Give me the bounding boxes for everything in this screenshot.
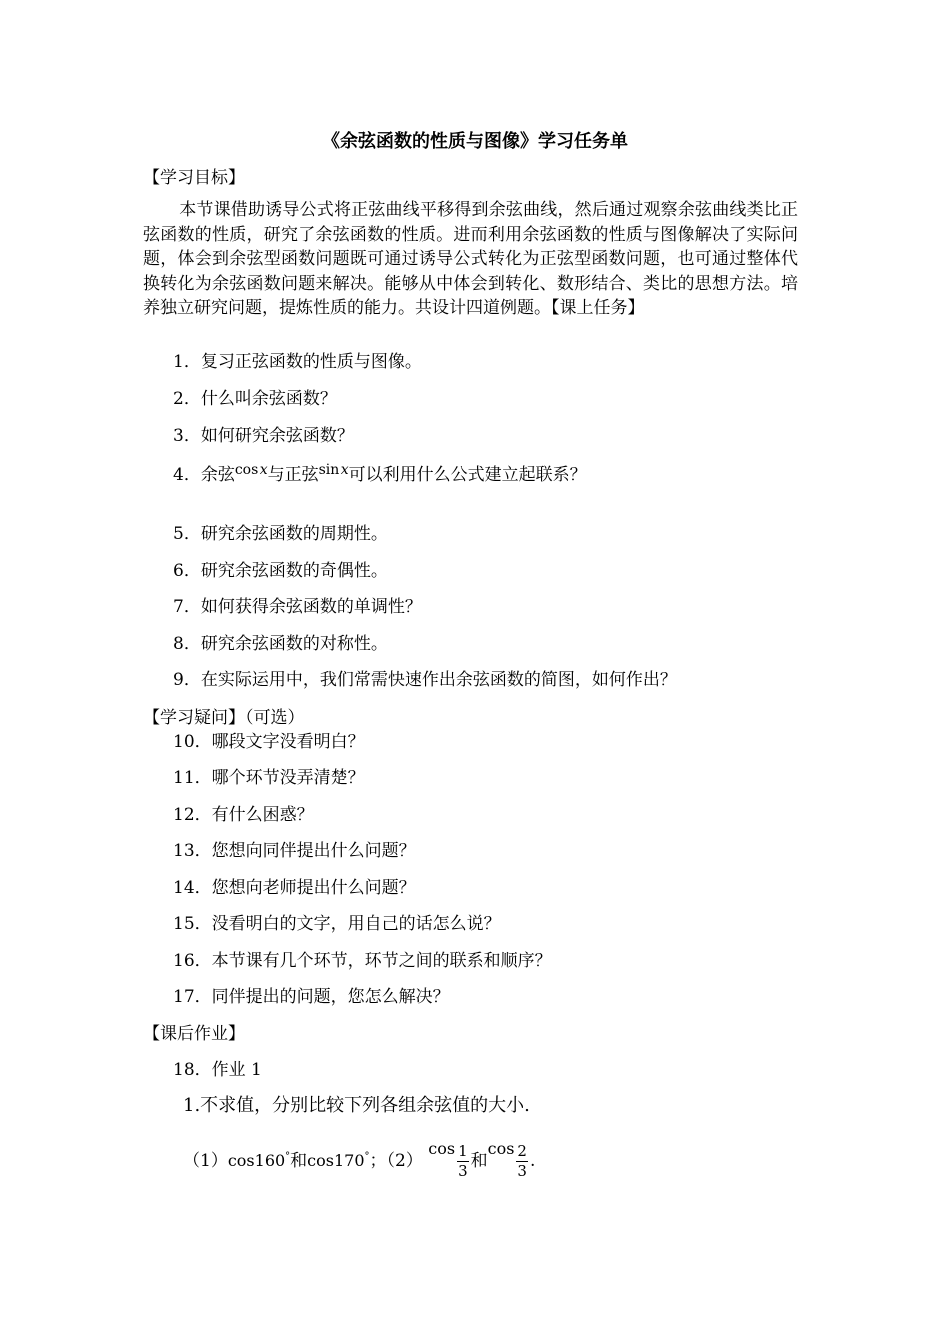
cos-one-third: cos $\frac{1}{3}$	[428, 1139, 468, 1180]
question-item: 12．有什么困惑？	[173, 805, 314, 825]
goals-heading: 【学习目标】	[143, 168, 245, 188]
cos-x-formula: cos x	[234, 462, 268, 478]
homework-item: 18．作业 1	[173, 1060, 262, 1080]
question-item: 14．您想向老师提出什么问题？	[173, 878, 416, 898]
task4-suffix: 可以利用什么公式建立起联系？	[348, 465, 587, 485]
task-item: 5．研究余弦函数的周期性。	[173, 524, 388, 544]
question-item: 10．哪段文字没看明白？	[173, 732, 365, 752]
task4-mid: 与正弦	[267, 465, 319, 485]
task4-prefix: 4．余弦	[173, 465, 235, 485]
end-period: .	[529, 1151, 536, 1171]
question-item: 17．同伴提出的问题，您怎么解决？	[173, 987, 450, 1007]
question-item: 15．没看明白的文字，用自己的话怎么说？	[173, 914, 501, 934]
cos-two-thirds: cos $\frac{2}{3}$	[487, 1139, 527, 1180]
task-item: 6．研究余弦函数的奇偶性。	[173, 561, 388, 581]
document-title: 《余弦函数的性质与图像》学习任务单	[322, 131, 628, 152]
task-item: 3．如何研究余弦函数？	[173, 426, 354, 446]
and-word: 和	[470, 1151, 488, 1171]
cos160-expr: cos160°	[227, 1151, 291, 1170]
homework-comparison	[183, 1139, 536, 1181]
task-item-formula	[173, 460, 587, 485]
goals-paragraph	[143, 198, 798, 321]
questions-heading: 【学习疑问】（可选）	[143, 708, 305, 728]
and-word: 和	[290, 1151, 308, 1171]
part2-label: （2）	[386, 1151, 423, 1171]
task-item: 7．如何获得余弦函数的单调性？	[173, 597, 422, 617]
question-item: 16．本节课有几个环节，环节之间的联系和顺序？	[173, 951, 552, 971]
part1-label: （1）	[183, 1151, 228, 1171]
task-item: 9．在实际运用中，我们常需快速作出余弦函数的简图，如何作出？	[173, 670, 677, 690]
goals-text: 本节课借助诱导公式将正弦曲线平移得到余弦曲线，然后通过观察余弦曲线类比正弦函数的性质，研究了余弦函数的性质。进而利用余弦函数的性质与图像解决了实际问题，体会到余弦型函数问题既可通过诱导公式转化为正弦型函数问题，也可通过整体代换转化为余弦函数问题来解决。能够从中体会到转化、数形结合、类比的思想方法。培养独立研究问题，提炼性质的能力。共设计四道例题。【课上任务】	[143, 200, 798, 318]
task-item: 2．什么叫余弦函数？	[173, 389, 337, 409]
task-item: 1．复习正弦函数的性质与图像。	[173, 352, 422, 372]
homework-question: 1.不求值，分别比较下列各组余弦值的大小.	[183, 1095, 530, 1116]
sin-x-formula: sin x	[318, 462, 349, 478]
question-item: 13．您想向同伴提出什么问题？	[173, 841, 416, 861]
homework-heading: 【课后作业】	[143, 1024, 245, 1044]
separator: ；	[369, 1151, 387, 1171]
task-item: 8．研究余弦函数的对称性。	[173, 634, 388, 654]
cos170-expr: cos170°	[307, 1151, 370, 1170]
question-item: 11．哪个环节没弄清楚？	[173, 768, 365, 788]
